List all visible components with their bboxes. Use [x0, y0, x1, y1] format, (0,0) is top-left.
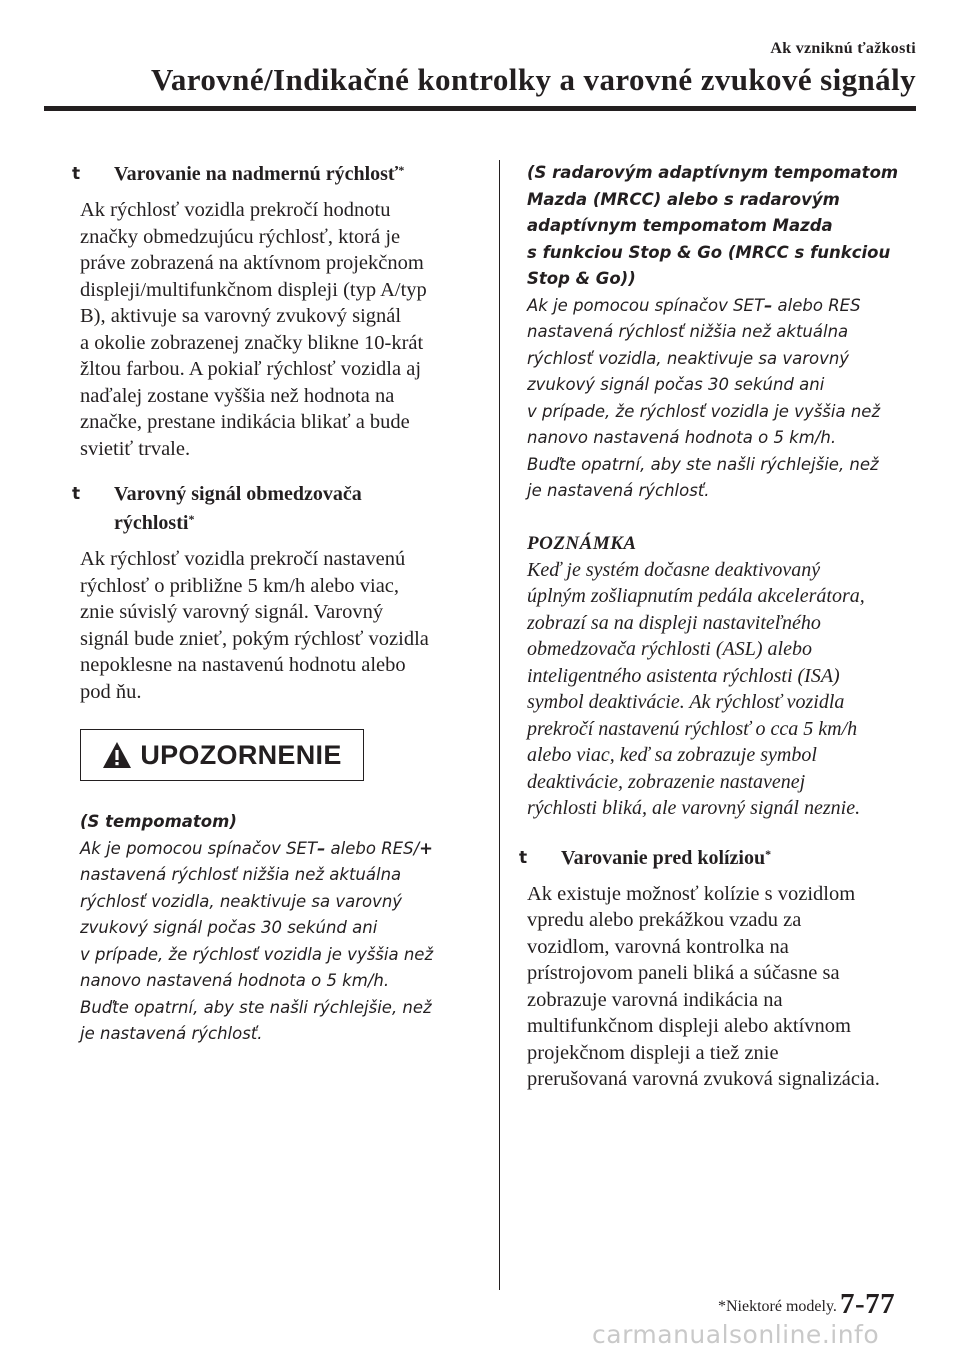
section-body: Ak rýchlosť vozidla prekročí nastavenú rýchlosť o približne 5 km/h alebo viac, znie súvislý varovný signál. Varovný signál bude znieť, pokým rýchlosť vozidla nepoklesne na nastavenú hodnotu alebo pod ňu. — [80, 548, 429, 703]
caution-body-rest: nastavená rýchlosť nižšia než aktuálna rýchlosť vozidla, neaktivuje sa varovný zvukový signál počas 30 sekúnd ani v prípade, že rýchlosť vozidla je vyššia než nanovo nastavená hodnota o 5 km/h. Buďte opatrní, aby ste našli rýchlejšie, než je nastavená rýchlosť. — [80, 865, 434, 1043]
minus-icon: – — [764, 295, 773, 315]
heading-text-line2: rýchlosti — [114, 512, 189, 534]
section-body: Ak rýchlosť vozidla prekročí hodnotu značky obmedzujúcu rýchlosť, ktorá je práve zobrazená na aktívnom projekčnom displeji/multifunkčnom displeji (typ A/typ B), aktivuje sa varovný zvukový signál a okolie zobrazenej značky blikne 10-krát žltou farbou. A pokiaľ rýchlosť vozidla aj naďalej zostane vyššia než hodnota na značke, prestane indikácia blikať a bude svietiť trvale. — [80, 199, 427, 460]
note-heading: POZNÁMKA — [527, 532, 637, 554]
caution-subhead: (S tempomatom) — [80, 812, 237, 831]
page-number: 7-77 — [840, 1288, 896, 1320]
header-rule — [44, 106, 916, 111]
note-body: Keď je systém dočasne deaktivovaný úplným zošliapnutím pedála akcelerátora, zobrazí sa na displeji nastaviteľného obmedzovača rýchlosti (ASL) alebo inteligentného asistenta rýchlosti (ISA) symbol deaktivácie. Ak rýchlosť vozidla prekročí nastavenú rýchlosť o cca 5 km/h alebo viac, keď sa zobrazuje symbol deaktivácie, zobrazenie nastavenej rýchlosti bliká, ale varovný signál neznie. — [527, 558, 865, 819]
caution-body-mid: alebo RES/ — [325, 838, 420, 858]
bullet-icon: t — [72, 164, 81, 184]
caution-body-start: Ak je pomocou spínačov SET — [80, 838, 318, 858]
mrcc-subhead: (S radarovým adaptívnym tempomatom Mazda (MRCC) alebo s radarovým adaptívnym tempomatom Mazda s funkciou Stop & Go (MRCC s funkciou Stop & Go)) — [527, 163, 899, 288]
asterisk-mark: * — [188, 512, 195, 526]
asterisk-mark: * — [398, 163, 405, 177]
mrcc-body-rest: alebo RES nastavená rýchlosť nižšia než aktuálna rýchlosť vozidla, neaktivuje sa varovný zvukový signál počas 30 sekúnd ani v prípade, že rýchlosť vozidla je vyššia než nanovo nastavená hodnota o 5 km/h. Buďte opatrní, aby ste našli rýchlejšie, než je nastavená rýchlosť. — [527, 295, 881, 500]
chapter-label: Ak vzniknú ťažkosti — [770, 40, 916, 57]
mrcc-body-start: Ak je pomocou spínačov SET — [527, 295, 765, 315]
heading-text: Varovanie na nadmernú rýchlosť — [114, 163, 399, 185]
section-speed-warning — [72, 160, 468, 462]
column-divider — [499, 160, 500, 1290]
section-heading — [519, 844, 922, 873]
heading-text-line1: Varovný signál obmedzovača — [114, 483, 362, 505]
left-column — [72, 160, 468, 1048]
caution-box — [80, 729, 364, 781]
section-collision-warning — [519, 844, 922, 1093]
asterisk-mark: * — [765, 846, 772, 861]
caution-label: UPOZORNENIE — [140, 739, 342, 770]
footnote: *Niektoré modely. — [718, 1298, 837, 1315]
section-heading — [72, 480, 468, 538]
section-body: Ak existuje možnosť kolízie s vozidlom vpredu alebo prekážkou vzadu za vozidlom, varovná kontrolka na prístrojovom paneli bliká a súčasne sa zobrazuje varovná indikácia na multifunkčnom displeji alebo aktívnom projekčnom displeji a tiež znie prerušovaná varovná zvuková signalizácia. — [527, 882, 880, 1090]
right-column — [519, 160, 922, 1111]
bullet-icon: t — [519, 847, 528, 868]
bullet-icon: t — [72, 484, 81, 504]
section-heading — [72, 160, 468, 189]
page-title: Varovné/Indikačné kontrolky a varovné zvukové signály — [150, 62, 916, 97]
section-speed-limiter — [72, 480, 468, 705]
heading-text: Varovanie pred kolíziou — [561, 846, 766, 869]
mrcc-body — [527, 293, 922, 505]
watermark: carmanualsonline.info — [592, 1320, 880, 1349]
minus-icon: – — [317, 838, 326, 858]
plus-icon: + — [419, 838, 433, 858]
caution-body — [80, 836, 468, 1048]
warning-triangle-icon — [102, 741, 132, 769]
